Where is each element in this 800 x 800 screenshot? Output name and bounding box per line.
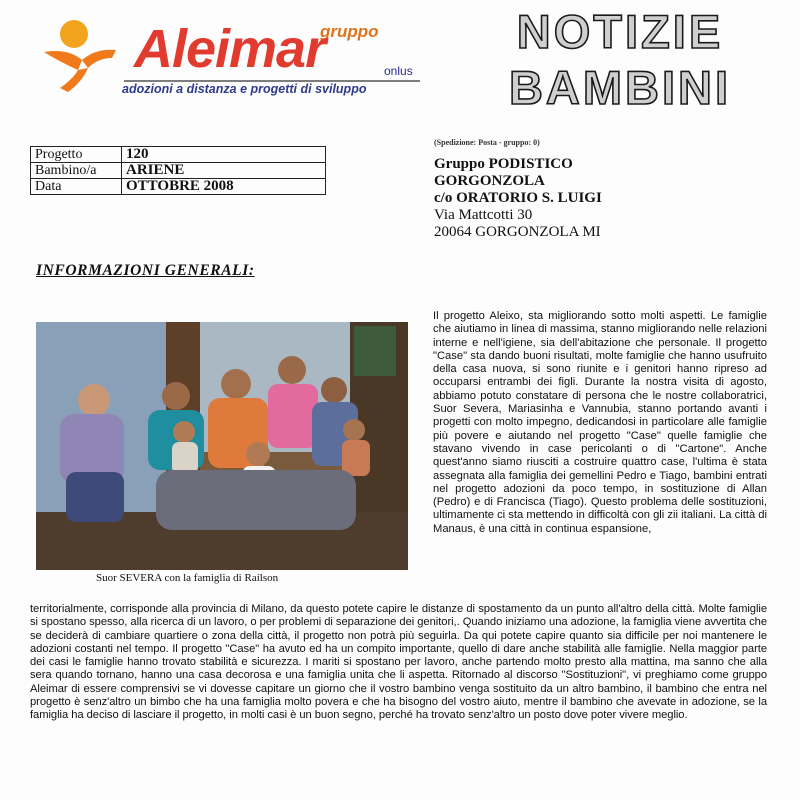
family-photo bbox=[36, 322, 408, 570]
article-paragraph: Il progetto Aleixo, sta migliorando sotto molti aspetti. Le famiglie che aiutiamo in linea di massima, stanno migliorando nelle relazioni interne e nell'igiene, sia dell'abitazione che personale. Il progetto "Case" sta dando buoni risultati, molte famiglie che hanno usufruito della casa nuova, si sono riunite e i genitori hanno ripreso ad occuparsi entrambi dei figli. Durante la nostra visita di agosto, abbiamo potuto constatare di persona che le nostre collaboratrici, Suor Severa, Mariasinha e Vannubia, stanno portando avanti i progetti con molto impegno, dedicandosi in particolare alle famiglie più povere e aiutando nel progetto "Case" quelle famiglie che stavano vivendo in case pericolanti o di "Cartone". Anche quest'anno siamo riusciti a costruire quattro case, l'ultima è stata assegnata alla famiglia dei gemellini Pedro e Tiago, bambini entrati nel progetto adozioni da poco tempo, in sostituzione di Allan (Pedro) e di Francisca (Tiago). Questo problema delle sostituzioni, ultimamente ci sta mettendo in difficoltà con gli zii italiani. La città di Manaus, è una città in continua espansione, bbox=[433, 310, 767, 535]
masthead-line-1: NOTIZIE bbox=[516, 5, 724, 58]
photo-caption: Suor SEVERA con la famiglia di Railson bbox=[96, 572, 279, 584]
logo-gruppo: gruppo bbox=[320, 22, 379, 41]
address-line: Gruppo PODISTICO bbox=[434, 156, 573, 172]
aleimar-logo bbox=[38, 8, 438, 98]
logo-name: Aleimar bbox=[134, 19, 326, 79]
shipping-note: (Spedizione: Posta - gruppo: 0) bbox=[434, 138, 540, 147]
info-label: Progetto bbox=[31, 147, 122, 163]
address-line: c/o ORATORIO S. LUIGI bbox=[434, 190, 602, 206]
address-line: 20064 GORGONZOLA MI bbox=[434, 224, 601, 240]
logo-tagline: adozioni a distanza e progetti di sviluppo bbox=[122, 82, 367, 96]
info-label: Data bbox=[31, 179, 122, 195]
info-label: Bambino/a bbox=[31, 163, 122, 179]
table-row bbox=[31, 147, 326, 163]
section-title: INFORMAZIONI GENERALI: bbox=[36, 262, 255, 279]
address-line: GORGONZOLA bbox=[434, 173, 545, 189]
info-value: 120 bbox=[122, 147, 326, 163]
table-row bbox=[31, 163, 326, 179]
masthead-title bbox=[480, 4, 760, 116]
article-paragraph: territorialmente, corrisponde alla provincia di Milano, da questo potete capire le distanze di spostamento da un punto all'altro della città. Molte famiglie si spostano spesso, alla ricerca di un lavoro, o per problemi di separazione dei genitori,. Quando iniziamo una adozione, la famiglia viene avvertita che se deciderà di cambiare quartiere o zona della città, il progetto non potrà più seguirla. Da qui potete capire quanto sia difficile per noi mantenere le adozioni costanti nel tempo. Il progetto "Case" ha avuto ed ha un compito importante, quello di dare anche stabilità alle famiglie. Nella maggior parte dei casi le famiglie hanno trovato stabilità e sicurezza. I mariti si spostano per lavoro, anche partendo molto presto alla mattina, ma sanno che alla sera quando tornano, hanno una casa decorosa e una famiglia unita che li aspetta. Ritornado al discorso "Sostituzioni", vi preghiamo come gruppo Aleimar di essere comprensivi se vi dovesse capitare un giorno che il vostro bambino venga sostituito da un altro bambino, il bambino che entra nel progetto è senz'altro un bimbo che ha una famiglia molto povera e che ha bisogno del vostro aiuto, mentre il bambino che avevate in adozione, se la famiglia ha deciso di lasciare il progetto, in molti casi è un buon segno, perché ha trovato senz'altro un posto dove poter vivere meglio. bbox=[30, 603, 767, 722]
article-continuation bbox=[30, 603, 767, 723]
masthead-line-2: BAMBINI bbox=[508, 61, 732, 114]
address-line: Via Mattcotti 30 bbox=[434, 207, 533, 223]
family-photo-image bbox=[36, 322, 408, 570]
info-value: OTTOBRE 2008 bbox=[122, 179, 326, 195]
table-row bbox=[31, 179, 326, 195]
logo-onlus: onlus bbox=[384, 64, 413, 78]
recipient-address bbox=[434, 156, 602, 241]
info-value: ARIENE bbox=[122, 163, 326, 179]
article-column bbox=[433, 310, 767, 536]
project-info-table bbox=[30, 146, 326, 195]
